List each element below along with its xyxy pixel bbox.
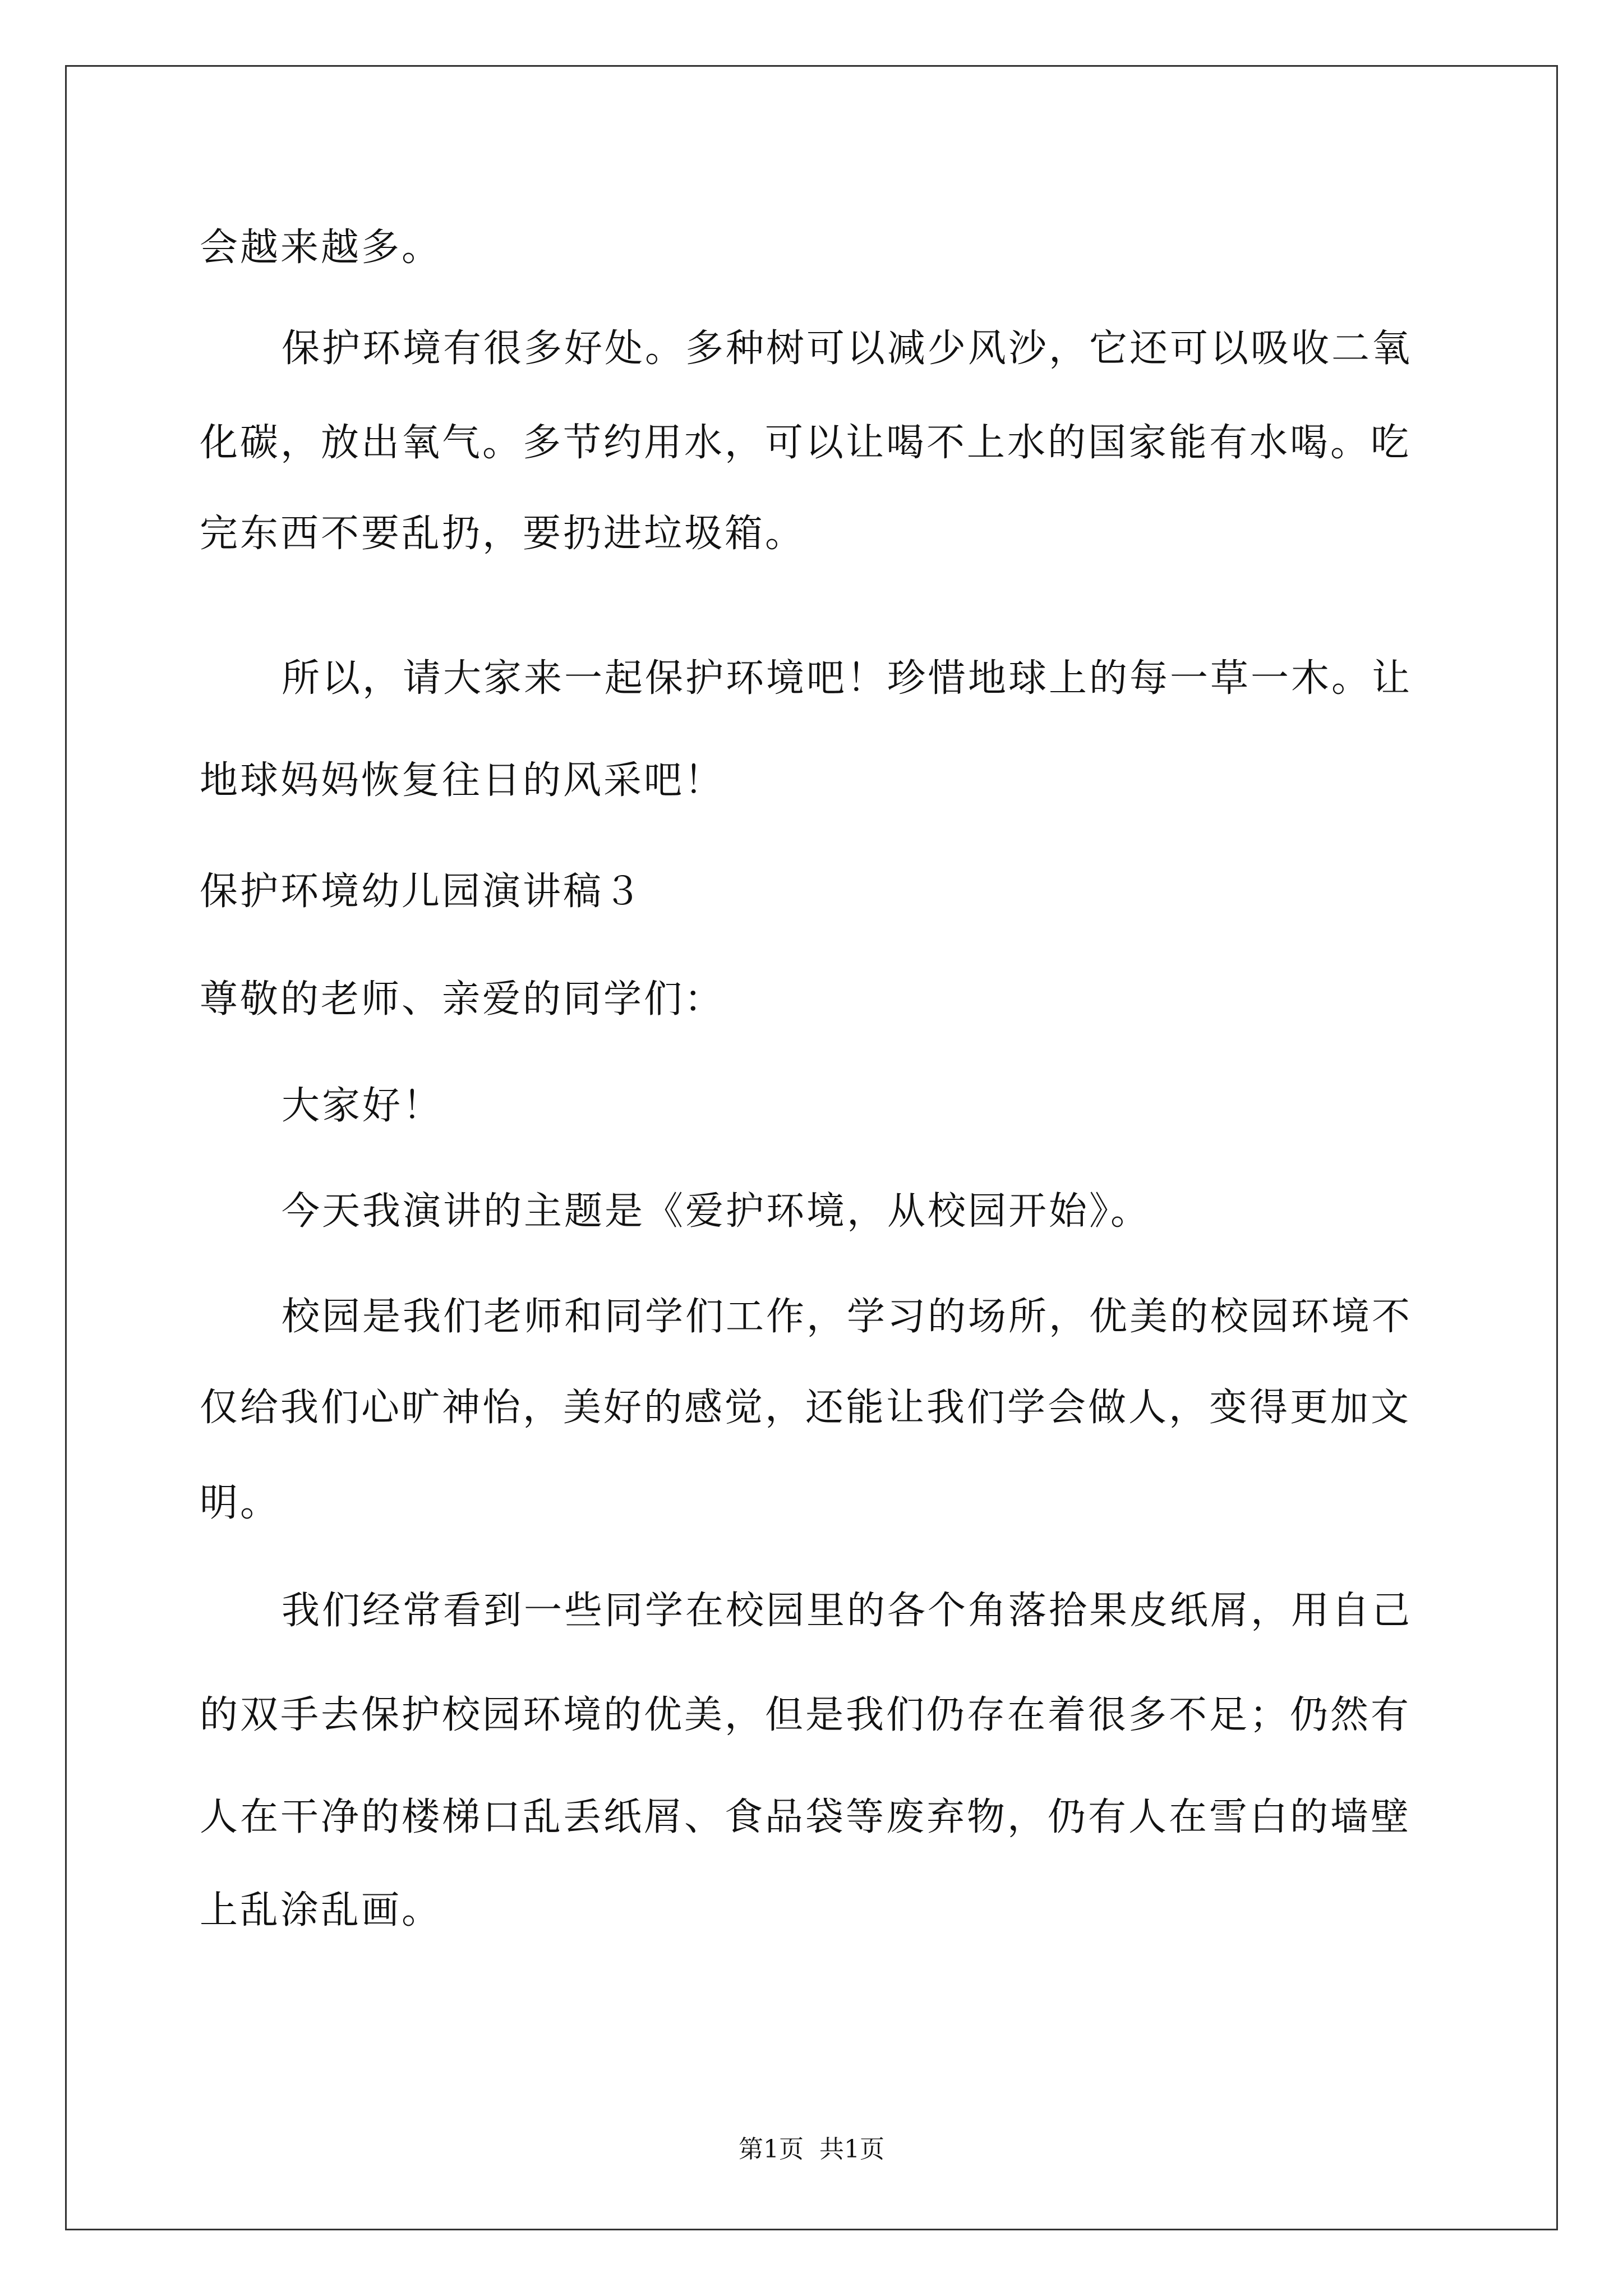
text-line: 仅给我们心旷神怡，美好的感觉，还能让我们学会做人，变得更加文 bbox=[200, 1386, 1412, 1430]
paragraph-line: 我们经常看到一些同学在校园里的各个角落拾果皮纸屑，用自己 bbox=[282, 1589, 1413, 1633]
text-line: 化碳，放出氧气。多节约用水，可以让喝不上水的国家能有水喝。吃 bbox=[200, 421, 1412, 465]
text-line: 地球妈妈恢复往日的风采吧！ bbox=[200, 758, 725, 803]
greeting: 大家好！ bbox=[282, 1084, 444, 1128]
text-line: 完东西不要乱扔，要扔进垃圾箱。 bbox=[200, 512, 806, 556]
paragraph-line: 今天我演讲的主题是《爱护环境，从校园开始》。 bbox=[282, 1189, 1151, 1234]
text-line: 人在干净的楼梯口乱丢纸屑、食品袋等废弃物，仍有人在雪白的墙壁 bbox=[200, 1795, 1412, 1839]
paragraph-line: 保护环境有很多好处。多种树可以减少风沙，它还可以吸收二氧 bbox=[282, 326, 1413, 371]
salutation: 尊敬的老师、亲爱的同学们： bbox=[200, 977, 725, 1022]
text-line: 明。 bbox=[200, 1481, 281, 1525]
section-heading: 保护环境幼儿园演讲稿３ bbox=[200, 869, 644, 914]
page-number-footer: 第1页 共1页 bbox=[739, 2135, 884, 2164]
text-line: 的双手去保护校园环境的优美，但是我们仍存在着很多不足；仍然有 bbox=[200, 1693, 1412, 1737]
text-line: 上乱涂乱画。 bbox=[200, 1888, 442, 1932]
text-line: 会越来越多。 bbox=[200, 226, 442, 270]
paragraph-line: 校园是我们老师和同学们工作，学习的场所，优美的校园环境不 bbox=[282, 1295, 1413, 1339]
paragraph-line: 所以，请大家来一起保护环境吧！珍惜地球上的每一草一木。让 bbox=[282, 656, 1413, 701]
